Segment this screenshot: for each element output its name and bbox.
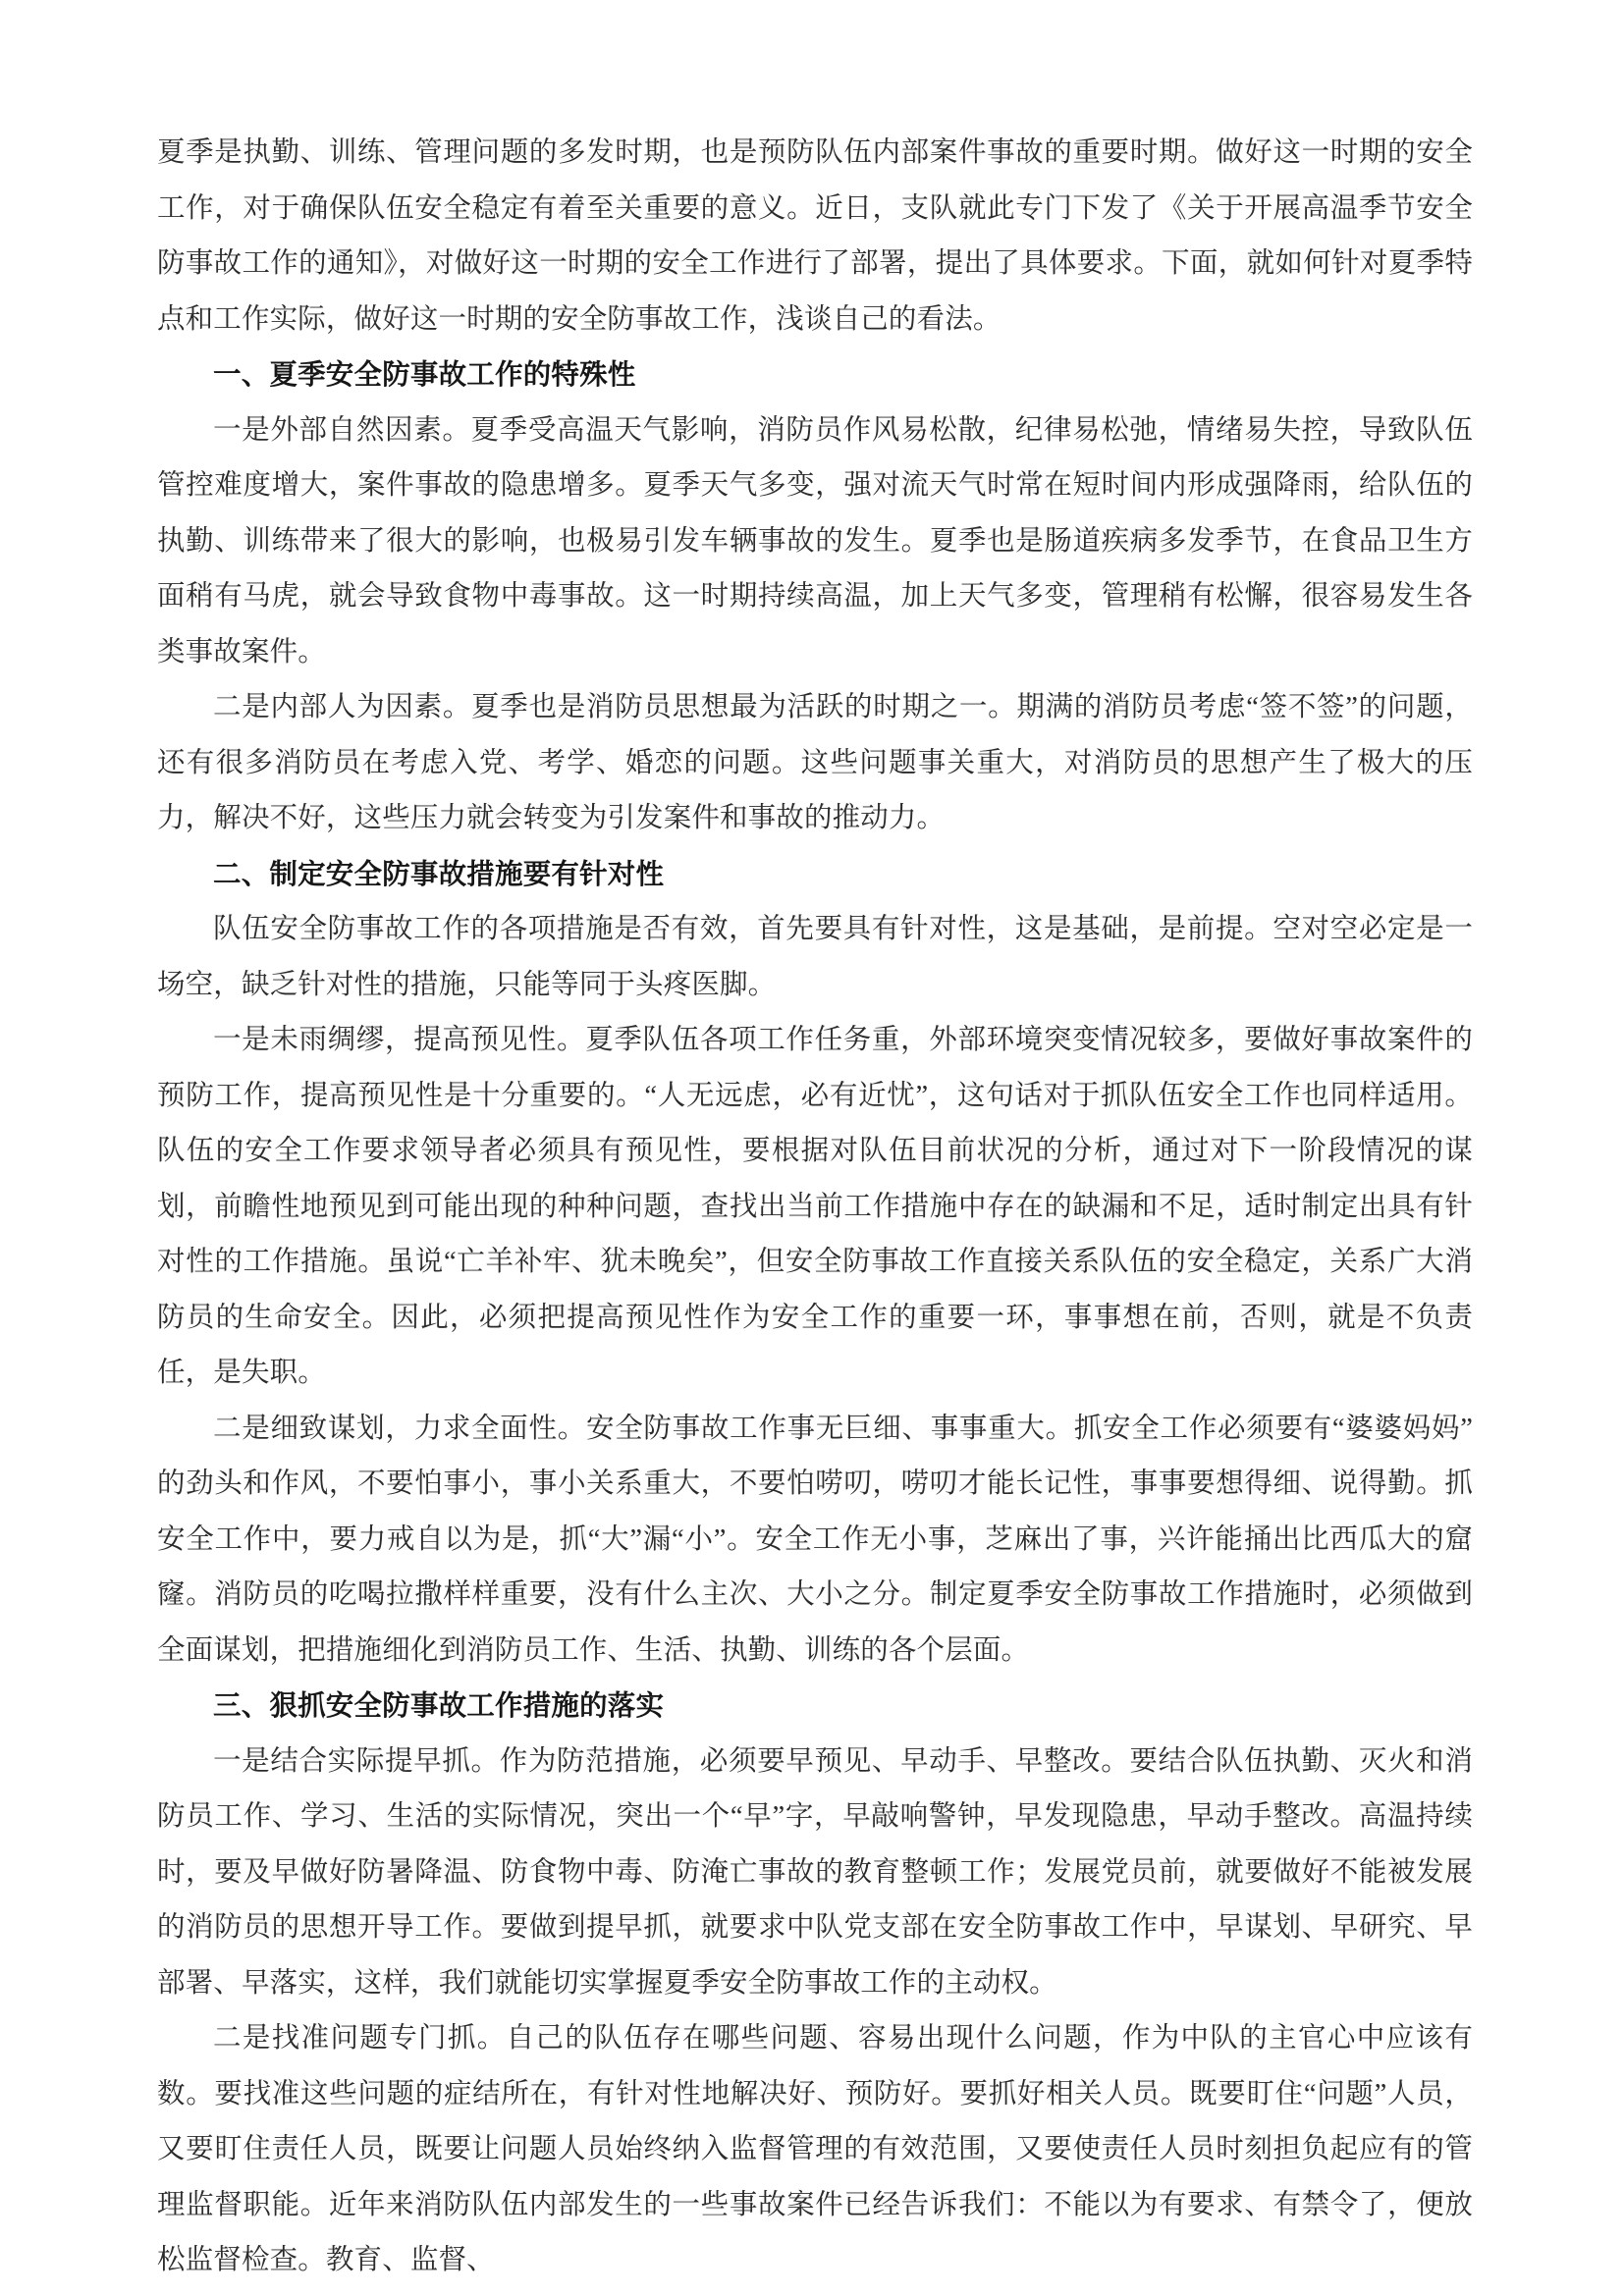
paragraph-2-1: 一是未雨绸缪，提高预见性。夏季队伍各项工作任务重，外部环境突变情况较多，要做好事故案件的预防工作，提高预见性是十分重要的。“人无远虑，必有近忧”，这句话对于抓队伍安全工作也同样适用。队伍的安全工作要求领导者必须具有预见性，要根据对队伍目前状况的分析，通过对下一阶段情况的谋划，前瞻性地预见到可能出现的种种问题，查找出当前工作措施中存在的缺漏和不足，适时制定出具有针对性的工作措施。虽说“亡羊补牢、犹未晚矣”，但安全防事故工作直接关系队伍的安全稳定，关系广大消防员的生命安全。因此，必须把提高预见性作为安全工作的重要一环，事事想在前，否则，就是不负责任，是失职。 (157, 1025, 1473, 1388)
paragraph-2-0: 队伍安全防事故工作的各项措施是否有效，首先要具有针对性，这是基础，是前提。空对空必定是一场空，缺乏针对性的措施，只能等同于头疼医脚。 (157, 914, 1473, 1000)
paragraph-1-1: 一是外部自然因素。夏季受高温天气影响，消防员作风易松散，纪律易松弛，情绪易失控，导致队伍管控难度增大，案件事故的隐患增多。夏季天气多变，强对流天气时常在短时间内形成强降雨，给队伍的执勤、训练带来了很大的影响，也极易引发车辆事故的发生。夏季也是肠道疾病多发季节，在食品卫生方面稍有马虎，就会导致食物中毒事故。这一时期持续高温，加上天气多变，管理稍有松懈，很容易发生各类事故案件。 (157, 414, 1473, 667)
paragraph-3-1: 一是结合实际提早抓。作为防范措施，必须要早预见、早动手、早整改。要结合队伍执勤、灭火和消防员工作、学习、生活的实际情况，突出一个“早”字，早敲响警钟，早发现隐患，早动手整改。高温持续时，要及早做好防暑降温、防食物中毒、防淹亡事故的教育整顿工作；发展党员前，就要做好不能被发展的消防员的思想开导工作。要做到提早抓，就要求中队党支部在安全防事故工作中，早谋划、早研究、早部署、早落实，这样，我们就能切实掌握夏季安全防事故工作的主动权。 (157, 1745, 1473, 1999)
paragraph-2-2: 二是细致谋划，力求全面性。安全防事故工作事无巨细、事事重大。抓安全工作必须要有“婆婆妈妈”的劲头和作风，不要怕事小，事小关系重大，不要怕唠叨，唠叨才能长记性，事事要想得细、说得勤。抓安全工作中，要力戒自以为是，抓“大”漏“小”。安全工作无小事，芝麻出了事，兴许能捅出比西瓜大的窟窿。消防员的吃喝拉撒样样重要，没有什么主次、大小之分。制定夏季安全防事故工作措施时，必须做到全面谋划，把措施细化到消防员工作、生活、执勤、训练的各个层面。 (157, 1413, 1473, 1666)
paragraph-intro: 夏季是执勤、训练、管理问题的多发时期，也是预防队伍内部案件事故的重要时期。做好这一时期的安全工作，对于确保队伍安全稳定有着至关重要的意义。近日，支队就此专门下发了《关于开展高温季节安全防事故工作的通知》，对做好这一时期的安全工作进行了部署，提出了具体要求。下面，就如何针对夏季特点和工作实际，做好这一时期的安全防事故工作，浅谈自己的看法。 (157, 137, 1473, 335)
paragraph-3-2: 二是找准问题专门抓。自己的队伍存在哪些问题、容易出现什么问题，作为中队的主官心中应该有数。要找准这些问题的症结所在，有针对性地解决好、预防好。要抓好相关人员。既要盯住“问题”人员，又要盯住责任人员，既要让问题人员始终纳入监督管理的有效范围，又要使责任人员时刻担负起应有的管理监督职能。近年来消防队伍内部发生的一些事故案件已经告诉我们：不能以为有要求、有禁令了，便放松监督检查。教育、监督、 (157, 2023, 1473, 2275)
section-heading-2: 二、制定安全防事故措施要有针对性 (213, 857, 665, 890)
section-heading-3: 三、狠抓安全防事故工作措施的落实 (213, 1689, 665, 1722)
section-heading-1: 一、夏季安全防事故工作的特殊性 (213, 358, 636, 391)
paragraph-1-2: 二是内部人为因素。夏季也是消防员思想最为活跃的时期之一。期满的消防员考虑“签不签”的问题，还有很多消防员在考虑入党、考学、婚恋的问题。这些问题事关重大，对消防员的思想产生了极大的压力，解决不好，这些压力就会转变为引发案件和事故的推动力。 (157, 692, 1473, 833)
document-body (157, 126, 1473, 2289)
